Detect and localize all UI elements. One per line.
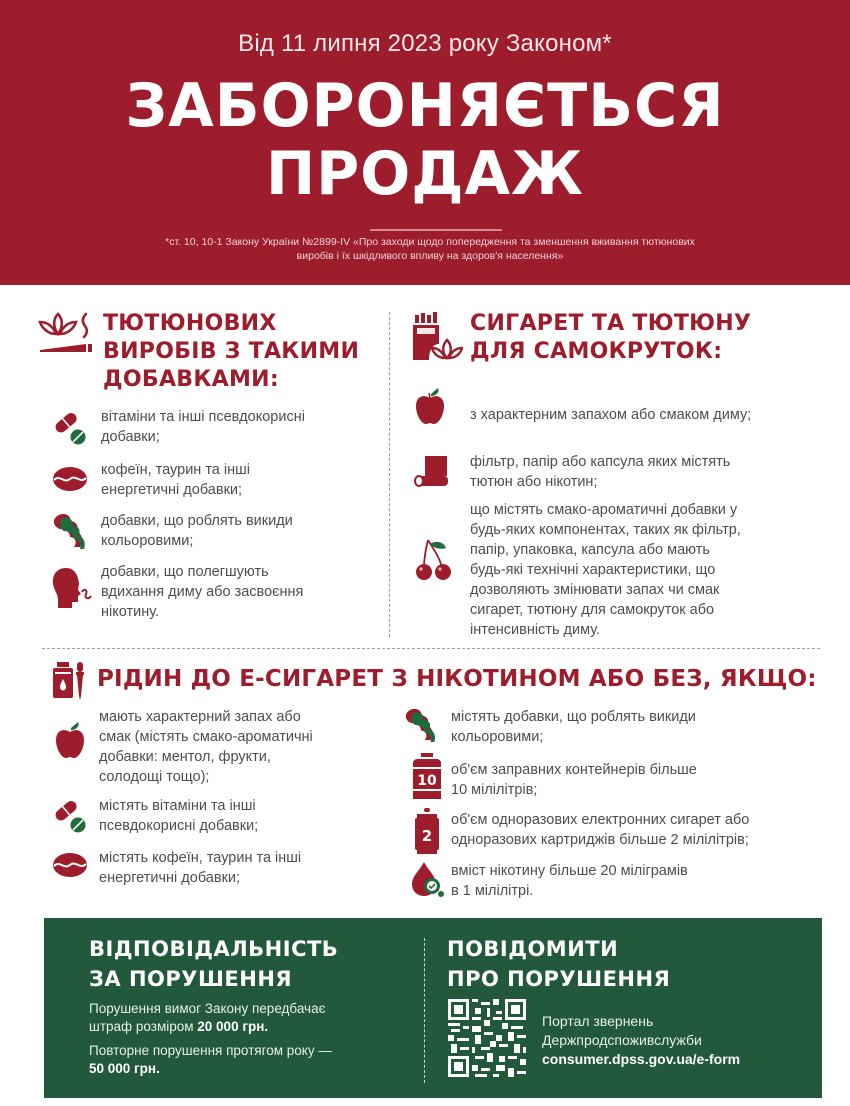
cigarette-pack-leaves-icon bbox=[411, 312, 463, 364]
text-line: Порушення вимог Закону передбачає bbox=[89, 1001, 326, 1016]
item-line: тютюн або нікотин; bbox=[470, 474, 598, 490]
list-item bbox=[451, 707, 696, 747]
list-item bbox=[451, 861, 688, 901]
heading-line: ТЮТЮНОВИХ bbox=[103, 311, 277, 336]
list-item bbox=[470, 500, 741, 640]
item-line: добавки; bbox=[101, 429, 160, 445]
item-line: кофеїн, таурин та інші bbox=[101, 462, 250, 478]
list-item bbox=[99, 707, 313, 787]
colored-smoke-icon bbox=[52, 511, 90, 551]
pills-icon bbox=[52, 410, 88, 446]
list-item bbox=[451, 810, 749, 850]
tobacco-products-heading bbox=[103, 310, 359, 394]
nicotine-drop-icon bbox=[410, 862, 444, 898]
penalties-report-box bbox=[44, 918, 822, 1098]
item-line: будь-яких компонентах, таких як фільтр, bbox=[470, 522, 741, 538]
apple-icon bbox=[414, 386, 446, 426]
item-line: з характерним запахом або смаком диму; bbox=[470, 407, 752, 423]
list-item bbox=[470, 405, 751, 425]
item-line: об'єм одноразових електронних сигарет або bbox=[451, 812, 750, 828]
item-line: нікотину. bbox=[101, 604, 160, 620]
heading-line: ВИРОБІВ З ТАКИМИ bbox=[103, 339, 360, 364]
report-url-link[interactable]: consumer.dpss.gov.ua/e-form bbox=[542, 1051, 741, 1067]
list-item bbox=[101, 562, 303, 622]
cigarettes-rolling-heading bbox=[470, 310, 751, 366]
svg-text:2: 2 bbox=[421, 827, 433, 845]
item-line: мають характерний запах або bbox=[99, 709, 301, 725]
item-line: сигарет, тютюну для самокруток або bbox=[470, 602, 715, 618]
item-line: енергетичні добавки; bbox=[99, 870, 241, 886]
item-line: містять вітаміни та інші bbox=[99, 798, 256, 814]
text-line bbox=[89, 1018, 325, 1036]
rolling-paper-icon bbox=[413, 454, 451, 488]
coffee-bean-icon bbox=[52, 466, 88, 492]
footnote-line-1: *ст. 10, 10-1 Закону України №2899-IV «Про заходи щодо попередження та зменшення вживання тютюнових bbox=[165, 236, 695, 248]
effective-date-text: Від 11 липня 2023 року Законом* bbox=[238, 30, 612, 57]
item-line: в 1 мілілітрі. bbox=[451, 883, 534, 899]
list-item bbox=[101, 407, 305, 447]
bottle-10ml-icon bbox=[413, 753, 441, 801]
item-line: добавки, що роблять викиди bbox=[101, 513, 293, 529]
item-line: містять добавки, що роблять викиди bbox=[451, 709, 696, 725]
heading-line: ЗА ПОРУШЕННЯ bbox=[89, 967, 293, 991]
item-line: вітаміни та інші псевдокорисні bbox=[101, 409, 305, 425]
item-line: фільтр, папір або капсула яких містять bbox=[470, 454, 731, 470]
report-heading bbox=[447, 934, 670, 994]
heading-line: ВІДПОВІДАЛЬНІСТЬ bbox=[89, 937, 339, 961]
list-item bbox=[99, 848, 301, 888]
text-fragment: штраф розміром bbox=[89, 1019, 198, 1034]
item-line: кольоровими; bbox=[451, 729, 544, 745]
colored-smoke-icon bbox=[404, 706, 440, 744]
qr-code-icon[interactable] bbox=[448, 998, 526, 1078]
e-liquids-heading: РІДИН ДО Е-СИГАРЕТ З НІКОТИНОМ АБО БЕЗ, ЯКЩО: bbox=[97, 666, 817, 692]
item-line: об'єм заправних контейнерів більше bbox=[451, 762, 697, 778]
fine-text bbox=[89, 1000, 325, 1036]
list-item bbox=[101, 511, 293, 551]
item-line: кольоровими; bbox=[101, 533, 194, 549]
item-line: добавки, що полегшують bbox=[101, 564, 269, 580]
pills-icon bbox=[52, 798, 88, 834]
header-banner bbox=[0, 0, 850, 285]
item-line: вміст нікотину більше 20 міліграмів bbox=[451, 863, 688, 879]
law-footnote bbox=[100, 235, 760, 263]
item-line: 10 мілілітрів; bbox=[451, 782, 538, 798]
repeat-fine-amount: 50 000 грн. bbox=[89, 1061, 160, 1076]
headline-line-2: ПРОДАЖ bbox=[265, 139, 585, 209]
item-line: будь-які технічні характеристики, що bbox=[470, 562, 716, 578]
item-line: вдихання диму або засвоєння bbox=[101, 584, 304, 600]
heading-line: СИГАРЕТ ТА ТЮТЮНУ bbox=[470, 311, 752, 336]
report-portal-info bbox=[542, 1012, 740, 1069]
inhaling-head-icon bbox=[50, 566, 94, 610]
item-line: папір, упаковка, капсула або мають bbox=[470, 542, 710, 558]
svg-text:10: 10 bbox=[417, 773, 437, 789]
item-line: інтенсивність диму. bbox=[470, 622, 601, 638]
heading-line: ПОВІДОМИТИ bbox=[447, 937, 619, 961]
item-line: одноразових картриджів більше 2 мілілітрів; bbox=[451, 832, 749, 848]
footnote-line-2: виробів і їх шкідливого впливу на здоров'я населення» bbox=[296, 250, 564, 262]
divider bbox=[370, 229, 502, 231]
heading-line: ДОБАВКАМИ: bbox=[103, 367, 279, 392]
headline-line-1: ЗАБОРОНЯЄТЬСЯ bbox=[125, 71, 725, 141]
e-liquid-bottle-icon bbox=[52, 660, 88, 700]
item-line: солодощі тощо); bbox=[99, 769, 210, 785]
item-line: дозволяють змінювати запах чи смак bbox=[470, 582, 720, 598]
text-line: Повторне порушення протягом року — bbox=[89, 1043, 332, 1058]
list-item bbox=[99, 796, 258, 836]
list-item bbox=[451, 760, 697, 800]
repeat-fine-text bbox=[89, 1042, 332, 1078]
responsibility-heading bbox=[89, 934, 338, 994]
fine-amount: 20 000 грн. bbox=[197, 1019, 269, 1034]
item-line: містять кофеїн, таурин та інші bbox=[99, 850, 302, 866]
item-line: що містять смако-ароматичні добавки у bbox=[470, 502, 738, 518]
cigarette-leaves-icon bbox=[38, 312, 96, 358]
box-divider bbox=[424, 938, 425, 1083]
item-line: смак (містять смако-ароматичні bbox=[99, 729, 313, 745]
item-line: добавки: ментол, фрукти, bbox=[99, 749, 271, 765]
portal-line: Портал звернень bbox=[542, 1013, 654, 1029]
apple-icon bbox=[54, 720, 86, 760]
list-item bbox=[101, 460, 250, 500]
coffee-bean-icon bbox=[52, 852, 88, 878]
list-item bbox=[470, 452, 730, 492]
heading-line: ПРО ПОРУШЕННЯ bbox=[447, 967, 671, 991]
column-divider bbox=[389, 312, 390, 637]
portal-line: Держпродспоживслужби bbox=[542, 1032, 702, 1048]
item-line: псевдокорисні добавки; bbox=[99, 818, 259, 834]
main-headline bbox=[9, 72, 842, 208]
cartridge-2ml-icon bbox=[413, 808, 441, 854]
cherry-icon bbox=[414, 538, 454, 582]
section-divider bbox=[42, 648, 820, 649]
item-line: енергетичні добавки; bbox=[101, 482, 243, 498]
heading-line: ДЛЯ САМОКРУТОК: bbox=[470, 339, 723, 364]
